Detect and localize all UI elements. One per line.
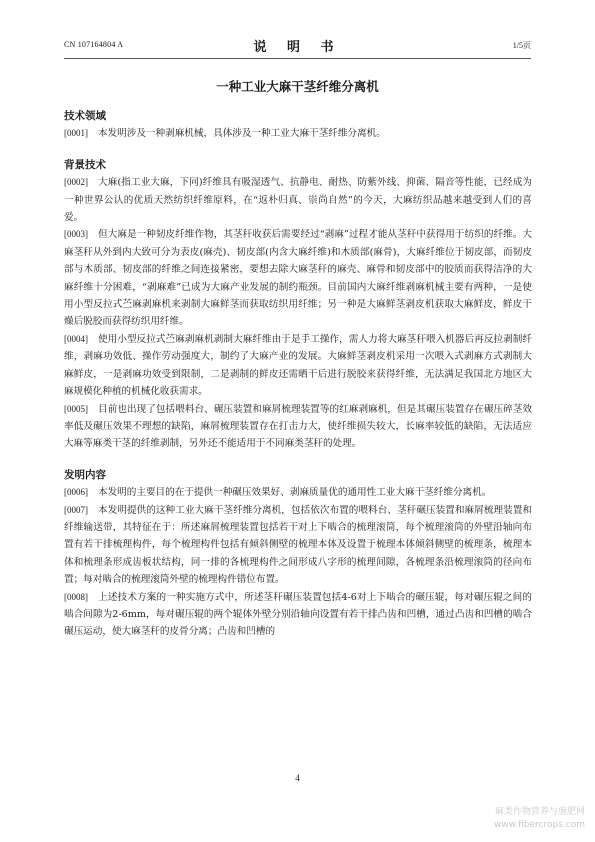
paragraph-number: [0008]	[64, 591, 88, 602]
paragraph-text: 但大麻是一种韧皮纤维作物，其茎秆收获后需要经过“剥麻”过程才能从茎秆中获得用于纺织的纤维。大麻茎秆从外到内大致可分为表皮(麻壳)、韧皮部(内含大麻纤维)和木质部(麻骨)，大麻纤维位于韧皮部，而韧皮部与木质部、韧皮部的纤维之间连接紧密，要想去除大麻茎秆的麻壳、麻骨和韧皮部中的胶质而获得洁净的大麻纤维十分困难，“剥麻难”已成为大麻产业发展的制约瓶颈。目前国内大麻纤维剥麻机械主要有两种，一是使用小型反拉式苎麻剥麻机来剥制大麻鲜茎而获取纺织用纤维；另一种是大麻鲜茎剥皮机获取大麻鲜皮，鲜皮干燥后脱胶而获得纺织用纤维。	[64, 229, 532, 328]
page-header	[64, 36, 531, 56]
paragraph-text: 本发明提供的这种工业大麻干茎纤维分离机，包括依次布置的喂料台、茎秆碾压装置和麻屑梳理装置和纤维输送带，其特征在于：所述麻屑梳理装置包括若干对上下啮合的梳理滚筒，每个梳理滚筒的外壁沿轴向布置有若干排梳理构件，每个梳理构件包括有倾斜侧壁的梳理本体及设置于梳理本体倾斜侧壁的梳理条，梳理本体和梳理条形成齿板状结构，同一排的各梳理构件之间形成八字形的梳理间隙，各梳理条沿梳理滚筒的径向布置；每对啮合的梳理滚筒外壁的梳理构件错位布置。	[64, 504, 532, 586]
paragraph-number: [0005]	[64, 403, 88, 414]
document-body	[64, 108, 532, 641]
page-count: 1/5页	[512, 41, 531, 50]
paragraph	[64, 502, 532, 589]
paragraph	[64, 589, 532, 641]
page-number: 4	[295, 773, 300, 783]
section-heading-background: 背景技术	[64, 158, 106, 171]
document-type: 说 明 书	[253, 40, 342, 55]
section-heading-invention: 发明内容	[64, 468, 106, 481]
paragraph-text: 目前也出现了包括喂料台、碾压装置和麻屑梳理装置等的红麻剥麻机，但是其碾压装置存在碾压碎茎效率低及碾压效果不理想的缺陷，麻屑梳理装置存在打击力大，使纤维损失较大，长麻率较低的缺陷，无法适应大麻等麻类干茎的纤维剥制，另外还不能适用于不同麻类茎秆的处理。	[64, 403, 532, 450]
paragraph	[64, 484, 532, 501]
watermark-line-1: 麻类作物营养与施肥网	[494, 807, 585, 817]
paragraph	[64, 331, 532, 401]
paragraph-text: 本发明涉及一种剥麻机械，具体涉及一种工业大麻干茎纤维分离机。	[98, 128, 386, 140]
paragraph-number: [0004]	[64, 333, 88, 344]
paragraph-number: [0006]	[64, 487, 88, 498]
paragraph	[64, 174, 532, 226]
paragraph-text: 使用小型反拉式苎麻剥麻机剥制大麻纤维由于是手工操作，需人力将大麻茎秆喂入机器后再反拉剥制纤维，剥麻功效低、操作劳动强度大，制约了大麻产业的发展。大麻鲜茎剥皮机采用一次喂入式剥麻方式剥制大麻鲜皮，一是剥麻功效受到限制，二是剥制的鲜皮还需晒干后进行脱胶来获得纤维，无法满足我国北方地区大麻规模化种植的机械化收获需求。	[64, 333, 532, 398]
header-rule	[64, 58, 531, 59]
watermark-line-2: www.fibercrops.com	[494, 820, 585, 830]
paragraph-text: 上述技术方案的一种实施方式中，所述茎秆碾压装置包括4-6对上下啮合的碾压辊，每对碾压辊之间的啮合间隙为2-6mm，每对碾压辊的两个辊体外壁分别沿轴向设置有若干排凸齿和凹槽，通过凸齿和凹槽的啮合碾压运动，使大麻茎秆的皮骨分离；凸齿和凹槽的	[64, 591, 532, 638]
paragraph-number: [0003]	[64, 229, 88, 240]
paragraph	[64, 401, 532, 453]
paragraph-number: [0007]	[64, 504, 88, 515]
paragraph-number: [0002]	[64, 177, 88, 188]
paragraph	[64, 226, 532, 330]
paragraph	[64, 125, 532, 142]
paragraph-text: 本发明的主要目的在于提供一种碾压效果好、剥麻质量优的通用性工业大麻干茎纤维分离机。	[98, 487, 492, 499]
watermark	[494, 806, 585, 832]
section-heading-field: 技术领域	[64, 110, 106, 122]
document-title: 一种工业大麻干茎纤维分离机	[216, 79, 379, 94]
paragraph-text: 大麻(指工业大麻，下同)纤维具有吸湿透气、抗静电、耐热、防紫外线、抑菌、隔音等性能，已经成为一种世界公认的优质天然纺织纤维原料，在“返朴归真、崇尚自然”的今天，大麻纺织品越来越受到人们的喜爱。	[64, 177, 532, 224]
paragraph-number: [0001]	[64, 128, 88, 139]
publication-number: CN 107164804 A	[64, 40, 124, 49]
